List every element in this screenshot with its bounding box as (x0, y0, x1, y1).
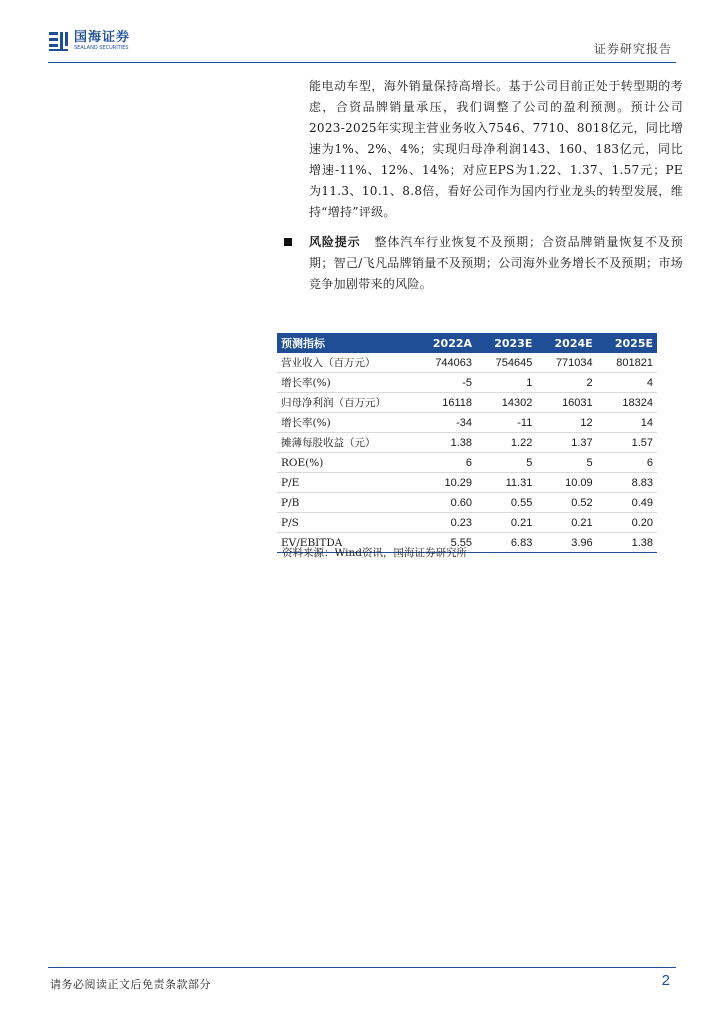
value-cell: 3.96 (536, 533, 596, 553)
table-header-cell: 预测指标 (277, 333, 416, 353)
row-label-cell: 增长率(%) (277, 413, 416, 433)
footer-divider (48, 967, 676, 968)
value-cell: 5 (536, 453, 596, 473)
logo-english-name: SEALAND SECURITIES (74, 45, 129, 51)
table-row (277, 493, 657, 513)
value-cell: 771034 (536, 353, 596, 373)
value-cell: 0.21 (536, 513, 596, 533)
table-row (277, 513, 657, 533)
value-cell: 6 (597, 453, 657, 473)
value-cell: 14 (597, 413, 657, 433)
value-cell: 12 (536, 413, 596, 433)
row-label-cell: 营业收入（百万元） (277, 353, 416, 373)
value-cell: 4 (597, 373, 657, 393)
value-cell: 5 (476, 453, 536, 473)
table-header-cell: 2022A (416, 333, 476, 353)
row-label-cell: 增长率(%) (277, 373, 416, 393)
value-cell: 0.20 (597, 513, 657, 533)
row-label-cell: P/E (277, 473, 416, 493)
header-divider (48, 62, 676, 63)
value-cell: -11 (476, 413, 536, 433)
value-cell: 10.09 (536, 473, 596, 493)
value-cell: -34 (416, 413, 476, 433)
table-header-cell: 2025E (597, 333, 657, 353)
value-cell: 16031 (536, 393, 596, 413)
value-cell: 6 (416, 453, 476, 473)
value-cell: 1.22 (476, 433, 536, 453)
row-label-cell: ROE(%) (277, 453, 416, 473)
value-cell: 1 (476, 373, 536, 393)
value-cell: 744063 (416, 353, 476, 373)
value-cell: 0.49 (597, 493, 657, 513)
table-header-row (277, 333, 657, 353)
value-cell: 0.23 (416, 513, 476, 533)
value-cell: 0.60 (416, 493, 476, 513)
sealand-logo-icon (48, 30, 70, 52)
row-label-cell: 摊薄每股收益（元） (277, 433, 416, 453)
table-row (277, 433, 657, 453)
value-cell: 8.83 (597, 473, 657, 493)
forecast-paragraph: 能电动车型，海外销量保持高增长。基于公司目前正处于转型期的考虑，合资品牌销量承压，我们调整了公司的盈利预测。预计公司2023-2025年实现主营业务收入7546、7710、8018亿元，同比增速为1%、2%、4%；实现归母净利润143、160、183亿元，同比增速-11%、12%、14%；对应EPS为1.22、1.37、1.57元；PE为11.3、10.1、8.8倍，看好公司作为国内行业龙头的转型发展，维持“增持”评级。 (309, 79, 683, 219)
value-cell: 14302 (476, 393, 536, 413)
value-cell: 11.31 (476, 473, 536, 493)
row-label-cell: EV/EBITDA (277, 533, 416, 553)
page-number: 2 (661, 972, 670, 989)
table-row (277, 393, 657, 413)
risk-title: 风险提示 (309, 235, 361, 249)
footer-disclaimer: 请务必阅读正文后免责条款部分 (50, 978, 211, 991)
row-label-cell: 归母净利润（百万元） (277, 393, 416, 413)
table-row (277, 353, 657, 373)
value-cell: 754645 (476, 353, 536, 373)
value-cell: 0.55 (476, 493, 536, 513)
table-source-note: 资料来源：Wind资讯，国海证券研究所 (282, 547, 467, 559)
row-label-cell: P/B (277, 493, 416, 513)
value-cell: 1.57 (597, 433, 657, 453)
value-cell: 6.83 (476, 533, 536, 553)
value-cell: 16118 (416, 393, 476, 413)
table-row (277, 373, 657, 393)
value-cell: 0.52 (536, 493, 596, 513)
table-row (277, 453, 657, 473)
table-header-cell: 2024E (536, 333, 596, 353)
company-logo (48, 30, 130, 52)
risk-paragraph (309, 232, 683, 295)
page-header (0, 0, 724, 70)
report-type-label: 证券研究报告 (593, 42, 672, 56)
row-label-cell: P/S (277, 513, 416, 533)
value-cell: 1.37 (536, 433, 596, 453)
value-cell: 801821 (597, 353, 657, 373)
table-row (277, 413, 657, 433)
bullet-square-icon (284, 238, 292, 246)
logo-chinese-name: 国海证券 (74, 30, 131, 45)
value-cell: 5.55 (416, 533, 476, 553)
table-row (277, 473, 657, 493)
risk-text: 整体汽车行业恢复不及预期；合资品牌销量恢复不及预期；智己/飞凡品牌销量不及预期；公司海外业务增长不及预期；市场竞争加剧带来的风险。 (309, 235, 684, 291)
value-cell: 1.38 (597, 533, 657, 553)
value-cell: 0.21 (476, 513, 536, 533)
table-header-cell: 2023E (476, 333, 536, 353)
value-cell: 18324 (597, 393, 657, 413)
value-cell: 1.38 (416, 433, 476, 453)
forecast-table (277, 333, 657, 553)
value-cell: -5 (416, 373, 476, 393)
value-cell: 2 (536, 373, 596, 393)
value-cell: 10.29 (416, 473, 476, 493)
